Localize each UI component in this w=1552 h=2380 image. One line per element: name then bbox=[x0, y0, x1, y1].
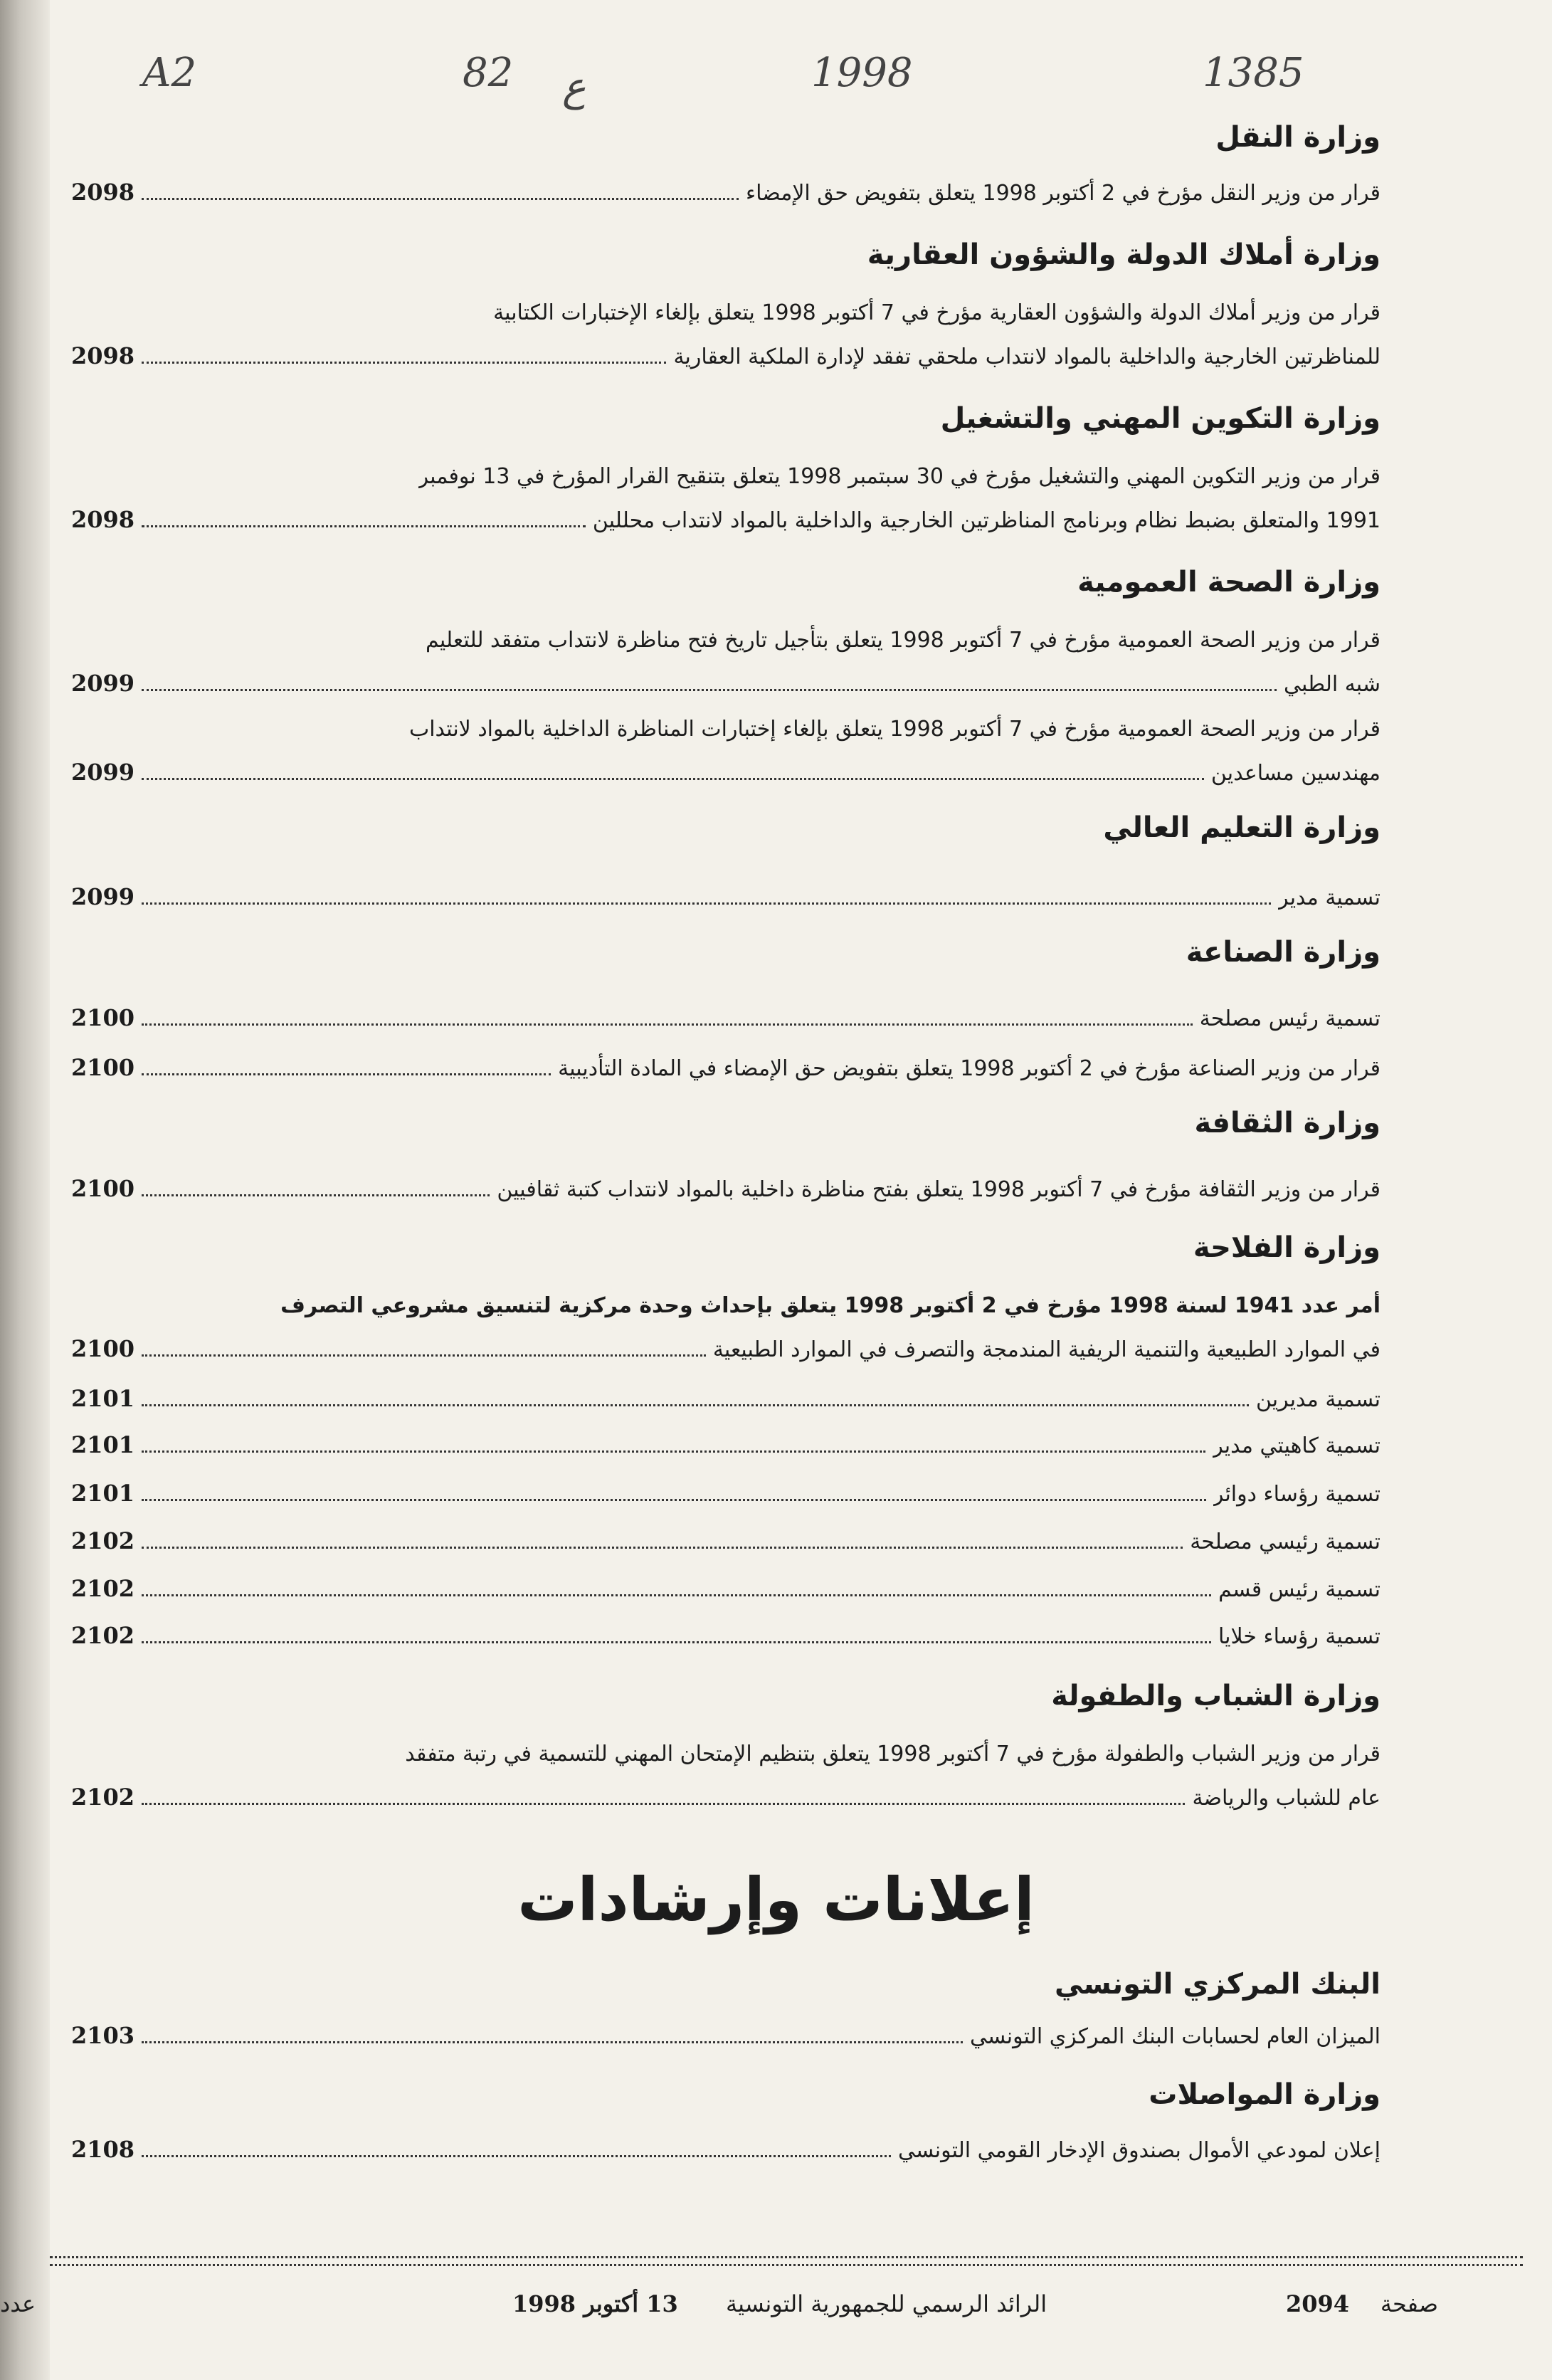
footer-journal-title: الرائد الرسمي للجمهورية التونسية bbox=[726, 2290, 1047, 2317]
page-reference: 2100 bbox=[71, 1175, 135, 1202]
leader-dots bbox=[142, 1618, 1211, 1643]
entry-text: تسمية رئيسي مصلحة bbox=[1190, 1529, 1381, 1554]
footer-page-label: صفحة bbox=[1380, 2290, 1438, 2317]
leader-dots bbox=[142, 175, 739, 200]
toc-entry[interactable] bbox=[71, 1472, 1381, 1515]
entry-text: قرار من وزير أملاك الدولة والشؤون العقارية مؤرخ في 7 أكتوبر 1998 يتعلق بإلغاء الإختبارات الكتابية bbox=[493, 300, 1381, 325]
page-reference: 2102 bbox=[71, 1784, 135, 1811]
section-heading: وزارة الصحة العمومية bbox=[1077, 566, 1381, 599]
page-reference: 2108 bbox=[71, 2136, 135, 2163]
toc-entry[interactable] bbox=[71, 619, 1381, 705]
leader-dots bbox=[142, 1428, 1205, 1453]
entry-text: تسمية رئيس مصلحة bbox=[1199, 1006, 1381, 1031]
toc-entry[interactable] bbox=[71, 1614, 1381, 1657]
announcements-heading: إعلانات وإرشادات bbox=[517, 1865, 1035, 1934]
page-reference: 2102 bbox=[71, 1575, 135, 1602]
entry-text: قرار من وزير الصناعة مؤرخ في 2 أكتوبر 1998 يتعلق بتفويض حق الإمضاء في المادة التأديبية bbox=[558, 1056, 1381, 1081]
leader-dots bbox=[142, 502, 586, 527]
entry-text: تسمية رؤساء دوائر bbox=[1213, 1482, 1381, 1507]
handwritten-note-a: A2 bbox=[142, 50, 197, 96]
toc-entry[interactable] bbox=[71, 1285, 1381, 1370]
entry-text: قرار من وزير الشباب والطفولة مؤرخ في 7 أكتوبر 1998 يتعلق بتنظيم الإمتحان المهني للتسمية في رتبة متفقد bbox=[405, 1742, 1381, 1766]
entry-text: قرار من وزير التكوين المهني والتشغيل مؤرخ في 30 سبتمبر 1998 يتعلق بتنقيح القرار المؤرخ في 13 نوفمبر bbox=[418, 464, 1381, 489]
page-reference: 2100 bbox=[71, 1054, 135, 1081]
page-reference: 2102 bbox=[71, 1527, 135, 1554]
entry-text: عام للشباب والرياضة bbox=[1192, 1786, 1381, 1811]
toc-entry[interactable] bbox=[71, 1046, 1381, 1089]
toc-entry[interactable] bbox=[71, 1423, 1381, 1466]
leader-dots bbox=[142, 1171, 490, 1196]
page-reference: 2098 bbox=[71, 179, 135, 206]
page-reference: 2103 bbox=[71, 2022, 135, 2049]
page-reference: 2101 bbox=[71, 1385, 135, 1412]
leader-dots bbox=[142, 1381, 1249, 1406]
entry-text: أمر عدد 1941 لسنة 1998 مؤرخ في 2 أكتوبر 1998 يتعلق بإحداث وحدة مركزية لتنسيق مشروعي التصرف bbox=[280, 1293, 1381, 1318]
entry-text: تسمية مديرين bbox=[1255, 1387, 1381, 1412]
footer-divider bbox=[50, 2256, 1523, 2266]
handwritten-note-c: ع bbox=[562, 64, 586, 110]
section-heading: وزارة الصناعة bbox=[1186, 936, 1381, 969]
toc-entry[interactable] bbox=[71, 708, 1381, 794]
section-heading: وزارة الشباب والطفولة bbox=[1051, 1680, 1381, 1712]
toc-entry[interactable] bbox=[71, 1167, 1381, 1210]
handwritten-note-b: 82 bbox=[463, 50, 514, 96]
section-heading: وزارة الثقافة bbox=[1194, 1107, 1381, 1139]
page-reference: 2100 bbox=[71, 1335, 135, 1362]
entry-text: تسمية رئيس قسم bbox=[1218, 1577, 1381, 1602]
leader-dots bbox=[142, 1332, 706, 1357]
entry-text: في الموارد الطبيعية والتنمية الريفية المندمجة والتصرف في الموارد الطبيعية bbox=[712, 1337, 1381, 1362]
toc-entry[interactable] bbox=[71, 1520, 1381, 1562]
entry-text: قرار من وزير الثقافة مؤرخ في 7 أكتوبر 1998 يتعلق بفتح مناظرة داخلية بالمواد لانتداب كتبة ثقافيين bbox=[497, 1177, 1381, 1202]
page-reference: 2098 bbox=[71, 506, 135, 533]
toc-entry[interactable] bbox=[71, 171, 1381, 214]
toc-entry[interactable] bbox=[71, 1733, 1381, 1818]
page-reference: 2099 bbox=[71, 883, 135, 910]
toc-entry[interactable] bbox=[71, 2014, 1381, 2057]
toc-entry[interactable] bbox=[71, 1567, 1381, 1610]
entry-text: الميزان العام لحسابات البنك المركزي التونسي bbox=[970, 2024, 1381, 2049]
page-reference: 2099 bbox=[71, 670, 135, 697]
leader-dots bbox=[142, 2132, 891, 2157]
leader-dots bbox=[142, 1571, 1211, 1596]
leader-dots bbox=[142, 1780, 1185, 1805]
toc-entry[interactable] bbox=[71, 1377, 1381, 1420]
toc-entry[interactable] bbox=[71, 456, 1381, 541]
entry-text: للمناظرتين الخارجية والداخلية بالمواد لانتداب ملحقي تفقد لإدارة الملكية العقارية bbox=[673, 344, 1381, 369]
entry-text: قرار من وزير النقل مؤرخ في 2 أكتوبر 1998 يتعلق بتفويض حق الإمضاء bbox=[745, 181, 1381, 206]
leader-dots bbox=[142, 1051, 551, 1075]
entry-text: تسمية كاهيتي مدير bbox=[1213, 1433, 1381, 1458]
page-reference: 2100 bbox=[71, 1004, 135, 1031]
leader-dots bbox=[142, 1476, 1206, 1501]
page-reference: 2098 bbox=[71, 342, 135, 369]
page-reference: 2101 bbox=[71, 1480, 135, 1507]
page-reference: 2101 bbox=[71, 1431, 135, 1458]
section-heading: البنك المركزي التونسي bbox=[1054, 1968, 1381, 2001]
handwritten-note-e: 1385 bbox=[1203, 50, 1304, 96]
entry-text: 1991 والمتعلق بضبط نظام وبرنامج المناظرتين الخارجية والداخلية بالمواد لانتداب محللين bbox=[592, 508, 1381, 533]
toc-entry[interactable] bbox=[71, 875, 1381, 918]
entry-text: تسمية مدير bbox=[1278, 885, 1381, 910]
entry-text: إعلان لمودعي الأموال بصندوق الإدخار القومي التونسي bbox=[897, 2138, 1381, 2163]
section-heading: وزارة التعليم العالي bbox=[1103, 811, 1381, 844]
entry-text: تسمية رؤساء خلايا bbox=[1218, 1624, 1381, 1649]
leader-dots bbox=[142, 1524, 1183, 1549]
leader-dots bbox=[142, 339, 666, 364]
entry-text: قرار من وزير الصحة العمومية مؤرخ في 7 أكتوبر 1998 يتعلق بإلغاء إختبارات المناظرة الداخلية بالمواد لانتداب bbox=[408, 717, 1381, 742]
leader-dots bbox=[142, 666, 1277, 691]
leader-dots bbox=[142, 880, 1271, 905]
entry-text: قرار من وزير الصحة العمومية مؤرخ في 7 أكتوبر 1998 يتعلق بتأجيل تاريخ فتح مناظرة لانتداب متفقد للتعليم bbox=[425, 628, 1381, 653]
section-heading: وزارة الفلاحة bbox=[1193, 1231, 1381, 1264]
toc-entry[interactable] bbox=[71, 292, 1381, 377]
section-heading: وزارة النقل bbox=[1215, 121, 1381, 154]
leader-dots bbox=[142, 1001, 1193, 1026]
section-heading: وزارة أملاك الدولة والشؤون العقارية bbox=[867, 238, 1381, 271]
toc-entry[interactable] bbox=[71, 996, 1381, 1039]
page-reference: 2099 bbox=[71, 759, 135, 786]
entry-text: مهندسين مساعدين bbox=[1210, 761, 1381, 786]
toc-entry[interactable] bbox=[71, 2128, 1381, 2171]
footer-date: 13 أكتوبر 1998 bbox=[512, 2290, 678, 2317]
section-heading: وزارة المواصلات bbox=[1149, 2078, 1381, 2111]
leader-dots bbox=[142, 2018, 963, 2043]
page-reference: 2102 bbox=[71, 1622, 135, 1649]
section-heading: وزارة التكوين المهني والتشغيل bbox=[940, 402, 1381, 435]
footer-issue-label: عدد bbox=[0, 2290, 36, 2317]
page-binding-shadow bbox=[0, 0, 50, 2380]
entry-text: شبه الطبي bbox=[1284, 672, 1381, 697]
leader-dots bbox=[142, 755, 1204, 780]
footer-page-number: 2094 bbox=[1285, 2290, 1349, 2317]
handwritten-note-d: 1998 bbox=[811, 50, 913, 96]
